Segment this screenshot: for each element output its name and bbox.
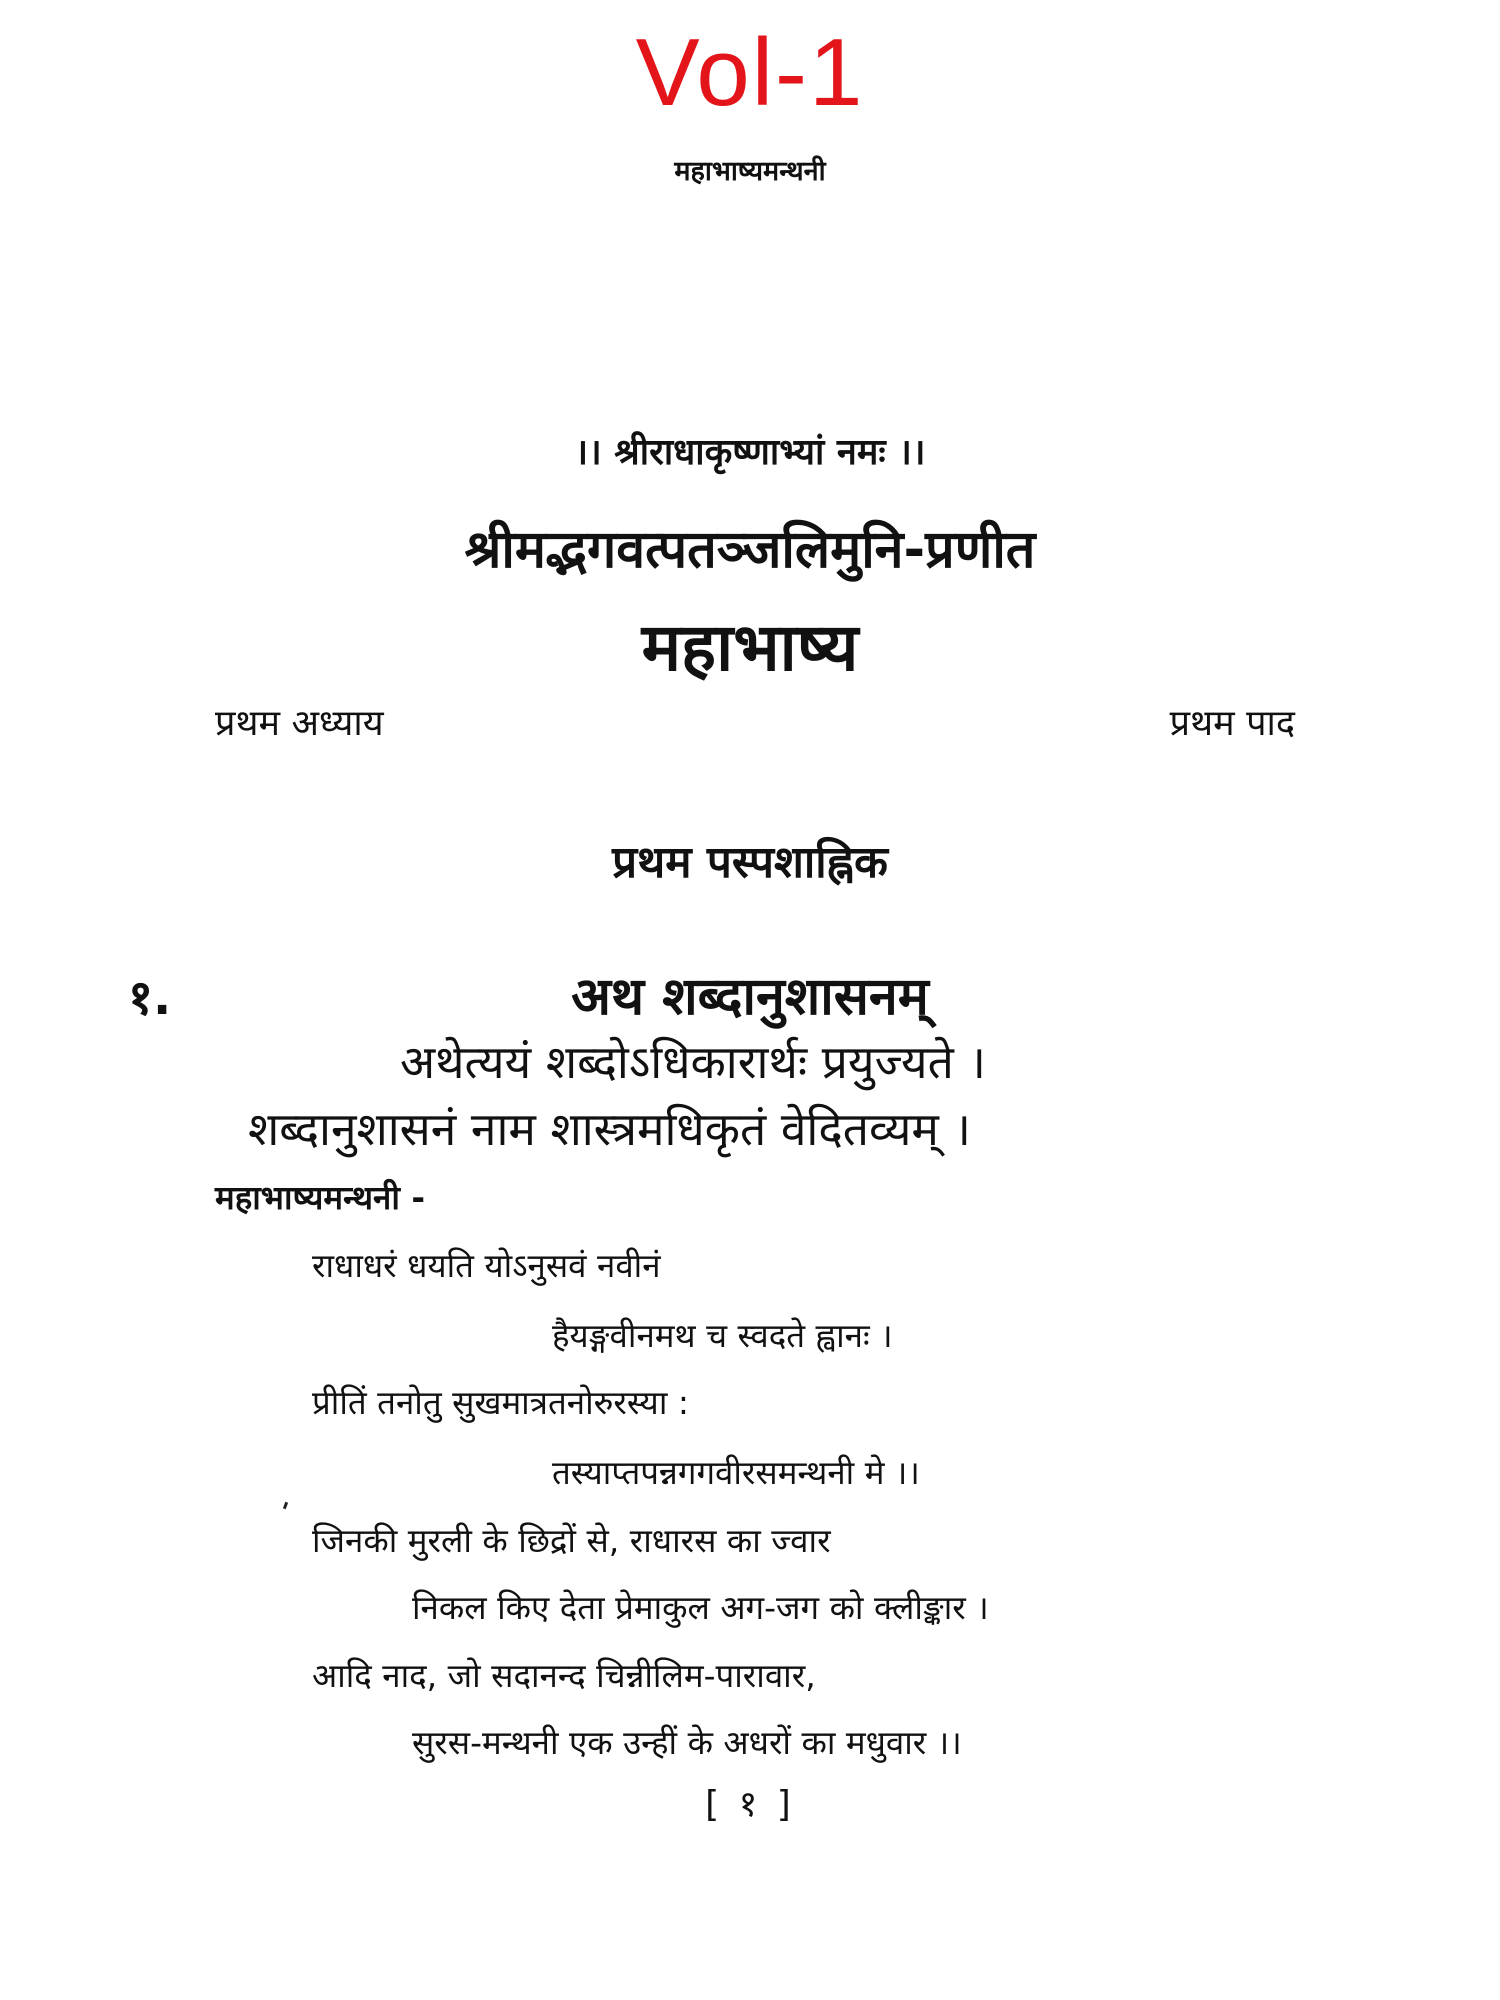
invocation: ।। श्रीराधाकृष्णाभ्यां नमः ।। [574,432,926,473]
running-head: महाभाष्यमन्थनी [674,156,826,187]
page-number: [ १ ] [705,1784,795,1825]
volume-label: Vol-1 [635,19,865,126]
chapter-label: प्रथम अध्याय [215,703,384,744]
sanskrit-verse-line: प्रीतिं तनोतु सुखमात्रतनोरुरस्या : [312,1383,689,1422]
commentary-heading: महाभाष्यमन्थनी - [215,1178,426,1217]
section-label: प्रथम पाद [1169,703,1295,744]
bhashya-line: अथेत्ययं शब्दोऽधिकारार्थः प्रयुज्यते । [400,1035,986,1089]
author-line: श्रीमद्भगवत्पतञ्जलिमुनि-प्रणीत [464,520,1036,580]
hindi-verse-line: सुरस-मन्थनी एक उन्हीं के अधरों का मधुवार ।। [412,1723,962,1762]
bhashya-line: शब्दानुशासनं नाम शास्त्रमधिकृतं वेदितव्यम् । [248,1102,971,1156]
book-title: महाभाष्य [641,609,859,686]
hindi-verse-line: निकल किए देता प्रेमाकुल अग-जग को क्लीङ्कार । [412,1588,989,1627]
sanskrit-verse-line: हैयङ्गवीनमथ च स्वदते ह्वानः । [552,1316,893,1355]
sanskrit-verse-line: तस्याप्तपन्नगगवीरसमन्थनी मे ।। [552,1453,920,1492]
ahnika-heading: प्रथम पस्पशाह्निक [612,837,888,888]
hindi-verse-line: आदि नाद, जो सदानन्द चिन्नीलिम-पारावार, [312,1656,816,1695]
sutra-number: १. [128,970,172,1026]
stray-ink-mark [283,1502,288,1510]
hindi-verse-line: जिनकी मुरली के छिद्रों से, राधारस का ज्वार [312,1521,831,1560]
sutra-text: अथ शब्दानुशासनम् [571,967,929,1027]
sanskrit-verse-line: राधाधरं धयति योऽनुसवं नवीनं [312,1246,661,1285]
